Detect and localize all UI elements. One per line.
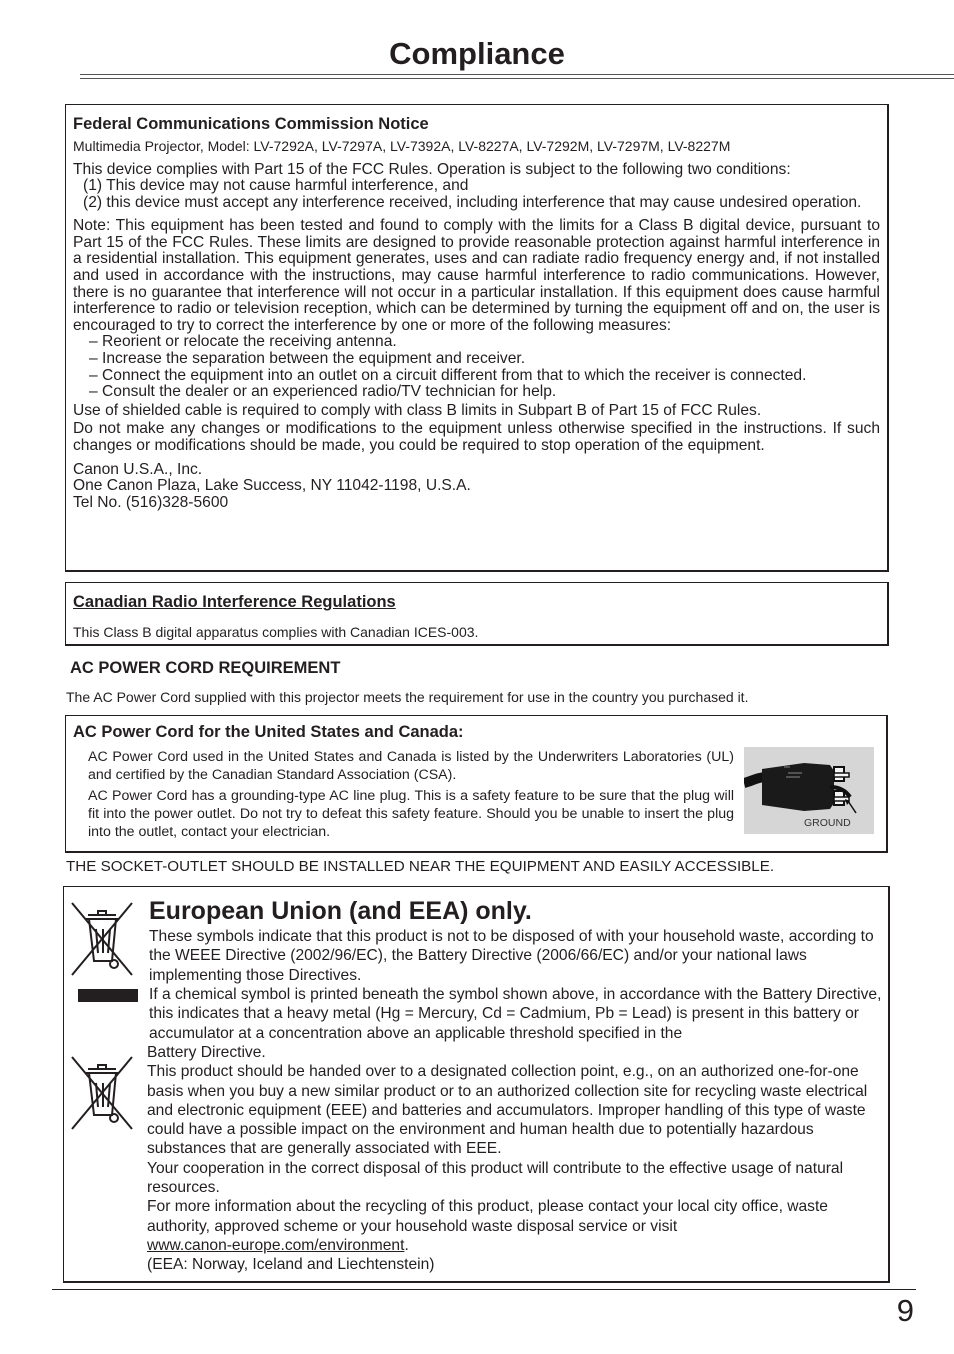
fcc-shielded-cable: Use of shielded cable is required to comply with class B limits in Subpart B of Part 15 of FCC Rules. [73,401,762,419]
fcc-compliance-intro: This device complies with Part 15 of the FCC Rules. Operation is subject to the following two conditions: [73,160,791,178]
battery-marking-bar [78,989,138,1002]
eu-paragraph-chemical: If a chemical symbol is printed beneath the symbol shown above, in accordance with the Battery Directive, this indicates that a heavy metal (Hg = Mercury, Cd = Cadmium, Pb = Lead) is present in this battery or accumulator at a concentration above an applicable threshold specified in the [149,986,882,1042]
ac-section-title: AC POWER CORD REQUIREMENT [70,659,341,677]
eu-paragraph-symbols: These symbols indicate that this product is not to be disposed of with your household waste, according to the WEEE Directive (2002/96/EC), the Battery Directive (2006/66/EC) and/or your national laws implementing those Directives. [149,928,874,984]
eu-battery-directive: Battery Directive. [147,1044,266,1061]
eu-collection-point: This product should be handed over to a designated collection point, e.g., on an authorized one-for-one basis when you buy a new similar product or to an authorized collection site for recycling waste electrical and electronic equipment (EEE) and batteries and accumulators. Improper handling of this type of waste could have a possible impact on the environment and human health due to potentially hazardous substances that are generally associated with EEE. [147,1063,868,1158]
fcc-address: One Canon Plaza, Lake Success, NY 11042-1198, U.S.A. [73,477,471,495]
eu-environment-link[interactable]: www.canon-europe.com/environment [147,1236,405,1254]
eu-cooperation: Your cooperation in the correct disposal of this product will contribute to the effective usage of natural resources. [147,1159,844,1197]
ac-us-canada-p2: AC Power Cord has a grounding-type AC line plug. This is a safety feature to be sure that the plug will fit into the power outlet. Do not try to defeat this safety feature. Should you be unable to insert the plug into the outlet, contact your electrician. [88,788,734,840]
fcc-measure-item: – Increase the separation between the equipment and receiver. [89,350,526,368]
fcc-model-line: Multimedia Projector, Model: LV-7292A, LV-7297A, LV-7392A, LV-8227A, LV-7292M, LV-7297M, LV-8227M [73,138,731,154]
fcc-tel: Tel No. (516)328-5600 [73,493,229,511]
eu-more-info: For more information about the recycling of this product, please contact your local city office, waste authority, approved scheme or your household waste disposal service or visit [147,1198,828,1235]
fcc-condition-1: (1) This device may not cause harmful interference, and [83,177,469,195]
fcc-company: Canon U.S.A., Inc. [73,460,203,478]
canada-regulations-box [65,582,889,646]
canada-text: This Class B digital apparatus complies with Canadian ICES-003. [73,624,479,640]
footer-rule [52,1289,916,1290]
ac-us-canada-heading: AC Power Cord for the United States and Canada: [73,723,464,741]
socket-outlet-notice: THE SOCKET-OUTLET SHOULD BE INSTALLED NEAR THE EQUIPMENT AND EASILY ACCESSIBLE. [66,858,775,875]
plug-illustration [744,747,874,834]
fcc-measure-item: – Consult the dealer or an experienced radio/TV technician for help. [89,383,557,401]
crossed-out-wheelie-bin-icon [70,901,134,977]
eu-disposal-box [63,886,890,1283]
eu-eea-countries: (EEA: Norway, Iceland and Liechtenstein) [147,1256,435,1274]
fcc-heading: Federal Communications Commission Notice [73,115,429,133]
crossed-out-wheelie-bin-icon [70,1055,134,1131]
fcc-note: Note: This equipment has been tested and found to comply with the limits for a Class B digital device, pursuant to Part 15 of the FCC Rules. These limits are designed to provide reasonable protection against harmful interference in a residential installation. This equipment generates, uses and can radiate radio frequency energy and, if not installed and used in accordance with the instructions, may cause harmful interference to radio communications. However, there is no guarantee that interference will not occur in a particular installation. If this equipment does cause harmful interference to radio or television reception, which can be determined by turning the equipment off and on, the user is encouraged to try to correct the interference by one or more of the following measures: [73,217,880,334]
fcc-modifications: Do not make any changes or modifications to the equipment unless otherwise specified in the instructions. If such changes or modifications should be made, you could be required to stop operation of the equipment. [73,420,880,454]
fcc-notice-box [65,104,889,572]
ground-label: GROUND [804,817,851,829]
canada-heading: Canadian Radio Interference Regulations [73,593,396,611]
eu-link-suffix: . [404,1236,409,1254]
page-number: 9 [896,1293,914,1328]
fcc-measure-item: – Reorient or relocate the receiving antenna. [89,333,397,351]
eu-paragraph-disposal [147,1043,887,1275]
ac-us-canada-p1: AC Power Cord used in the United States and Canada is listed by the Underwriters Laboratories (UL) and certified by the Canadian Standard Association (CSA). [88,749,734,783]
page-title: Compliance [389,36,565,71]
title-rule-top [80,74,954,75]
fcc-condition-2: (2) this device must accept any interference received, including interference that may cause undesired operation. [83,193,862,211]
ac-intro-text: The AC Power Cord supplied with this projector meets the requirement for use in the country you purchased it. [66,689,749,705]
title-rule-bottom [80,78,954,79]
fcc-measure-item: – Connect the equipment into an outlet on a circuit different from that to which the receiver is connected. [89,366,807,384]
eu-title: European Union (and EEA) only. [149,897,532,925]
ac-us-canada-box [65,715,888,853]
